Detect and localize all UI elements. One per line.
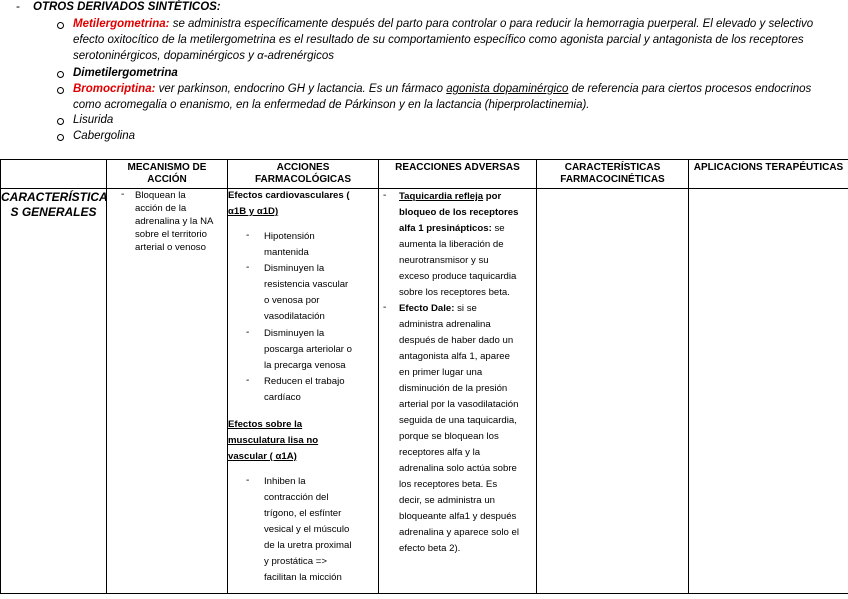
cabergolina: Cabergolina [73, 130, 136, 142]
dash-bullet: - [16, 0, 20, 13]
metilergometrina-text1: se administra específicamente después del parto para controlar o para reducir la hemorragia puerperal. El elevado y selectivo [169, 18, 814, 30]
header-text: APLICACIONS TERAPÉUTICAS [693, 162, 844, 173]
bromocriptina-text: ver parkinson, endocrino GH y lactancia. Es un fármaco [155, 83, 447, 95]
reaccion1-line: sobre los receptores beta. [399, 287, 510, 298]
musc-title: musculatura lisa no [228, 435, 319, 446]
circle-bullet [57, 71, 64, 78]
cardio-item-line: Disminuyen la [264, 263, 325, 274]
cardio-title: α1B y α1D) [228, 206, 279, 217]
dash-bullet: - [383, 302, 387, 313]
cardio-item-line: la precarga venosa [264, 360, 346, 371]
musc-item-line: Inhiben la [264, 476, 306, 487]
cardio-item-line: vasodilatación [264, 311, 325, 322]
reaccion1-por: por [483, 191, 502, 202]
reaccion1-bold: alfa 1 presinápticos: [399, 223, 492, 234]
intro-section [0, 0, 848, 159]
agonista-link[interactable]: agonista dopaminérgico [446, 83, 569, 95]
header-text: CARACTERÍSTICAS [564, 162, 661, 173]
row-header-text: S GENERALES [10, 205, 97, 219]
cardio-item-line: Hipotensión [264, 231, 315, 242]
cardio-item-line: Disminuyen la [264, 328, 325, 339]
mecanismo-line: sobre el territorio [135, 229, 207, 240]
reaccion2-line: decir, se administra un [399, 495, 495, 506]
reaccion2-line: en primer lugar una [399, 367, 483, 378]
reaccion2-line: porque se bloquean los [399, 431, 499, 442]
reaccion2-line: administra adrenalina [399, 319, 491, 330]
dash-bullet: - [121, 189, 125, 200]
reaccion2-first-line [399, 301, 477, 317]
musc-item-line: de la uretra proximal [264, 540, 352, 551]
musc-item-line: y prostática => [264, 556, 327, 567]
efecto-dale: Efecto Dale: [399, 303, 455, 314]
header-mecanismo [107, 160, 228, 189]
mecanismo-line: acción de la [135, 203, 187, 214]
header-caracteristicas [537, 160, 689, 189]
metilergometrina-name: Metilergometrina: [73, 18, 170, 30]
reaccion2-line: antagonista alfa 1, aparee [399, 351, 510, 362]
table-header-row [1, 160, 848, 189]
musc-item-line: facilitan la micción [264, 572, 342, 583]
mecanismo-line: Bloquean la [135, 190, 186, 201]
cardio-item-line: poscarga arteriolar o [264, 344, 352, 355]
reaccion1-title-line: bloqueo de los receptores [399, 207, 519, 218]
drug-table [0, 159, 848, 594]
cardio-item-line: o venosa por [264, 295, 320, 306]
musc-title: Efectos sobre la [228, 419, 303, 430]
musc-title: vascular ( α1A) [228, 451, 297, 462]
reaccion2-line: receptores alfa y la [399, 447, 481, 458]
musc-item-line: contracción del [264, 492, 329, 503]
dash-bullet: - [246, 475, 250, 486]
circle-bullet [57, 134, 64, 141]
reaccion1-line: exceso produce taquicardia [399, 271, 517, 282]
cell-aplicaciones [689, 189, 848, 594]
bromocriptina-text-end: de referencia para ciertos procesos endocrinos [568, 83, 812, 95]
header-text: MECANISMO DE [127, 162, 207, 173]
dash-bullet: - [246, 262, 250, 273]
reaccion2-line: adrenalina y aparece solo el [399, 527, 520, 538]
dash-bullet: - [246, 327, 250, 338]
dash-bullet: - [246, 375, 250, 386]
metilergometrina-line1 [73, 17, 813, 31]
header-text: ACCIÓN [147, 174, 187, 185]
reaccion2-line: después de haber dado un [399, 335, 514, 346]
bromocriptina-line1 [73, 82, 811, 96]
reaccion2-line: disminución de la presión [399, 383, 508, 394]
section-heading: OTROS DERIVADOS SINTÉTICOS: [33, 1, 221, 13]
reaccion1-text: se [491, 223, 505, 234]
cardio-item-line: mantenida [264, 247, 309, 258]
header-acciones [228, 160, 379, 189]
table-row [1, 189, 848, 594]
reaccion2-line: seguida de una taquicardia, [399, 415, 517, 426]
dash-bullet: - [246, 230, 250, 241]
metilergometrina-line2: efecto oxitocítico de la metilergometrina es el resultado de su comportamiento específico como agonista parcial y antagonista de los receptores [73, 34, 804, 46]
header-aplicaciones [689, 160, 848, 189]
circle-bullet [57, 87, 64, 94]
bromocriptina-line2: como acromegalia o enanismo, en la enfermedad de Párkinson y en la lactancia (hiperprolactinemia). [73, 99, 590, 111]
header-text: ACCIONES [276, 162, 330, 173]
row-header [1, 189, 107, 594]
cardio-title: Efectos cardiovasculares ( [228, 190, 350, 201]
taquicardia-refleja: Taquicardia refleja [399, 191, 484, 202]
dimetilergometrina: Dimetilergometrina [73, 67, 178, 79]
reaccion2-line: adrenalina solo actúa sobre [399, 463, 517, 474]
reaccion2-text: si se [454, 303, 477, 314]
row-header-text: CARACTERÍSTICA [1, 190, 108, 204]
cell-acciones [228, 189, 379, 594]
circle-bullet [57, 22, 64, 29]
mecanismo-line: arterial o venoso [135, 242, 206, 253]
reaccion1-title-line [399, 189, 501, 205]
mecanismo-line: adrenalina y la NA [135, 216, 214, 227]
circle-bullet [57, 118, 64, 125]
lisurida: Lisurida [73, 114, 114, 126]
cardio-item-line: resistencia vascular [264, 279, 349, 290]
metilergometrina-line3: serotoninérgicos, dopaminérgicos y α-adrenérgicos [73, 50, 334, 62]
dash-bullet: - [383, 190, 387, 201]
header-empty [1, 160, 107, 189]
reaccion2-line: los receptores beta. Es [399, 479, 498, 490]
header-reacciones [379, 160, 537, 189]
header-text: FARMACOLÓGICAS [254, 174, 352, 185]
reaccion2-line: arterial por la vasodilatación [399, 399, 519, 410]
reaccion1-line: neurotransmisor y su [399, 255, 489, 266]
cardio-item-line: Reducen el trabajo [264, 376, 345, 387]
cell-caracteristicas [537, 189, 689, 594]
cell-reacciones [379, 189, 537, 594]
bromocriptina-name: Bromocriptina: [73, 83, 156, 95]
musc-item-line: trígono, el esfínter [264, 508, 342, 519]
header-text: FARMACOCINÉTICAS [560, 174, 665, 185]
cell-mecanismo [107, 189, 228, 594]
reaccion2-line: efecto beta 2). [399, 543, 461, 554]
reaccion2-line: bloqueante alfa1 y después [399, 511, 517, 522]
reaccion1-line: aumenta la liberación de [399, 239, 504, 250]
header-text: REACCIONES ADVERSAS [395, 162, 520, 173]
cardio-item-line: cardíaco [264, 392, 301, 403]
musc-item-line: vesical y el músculo [264, 524, 350, 535]
reaccion1-title-line [399, 221, 505, 237]
